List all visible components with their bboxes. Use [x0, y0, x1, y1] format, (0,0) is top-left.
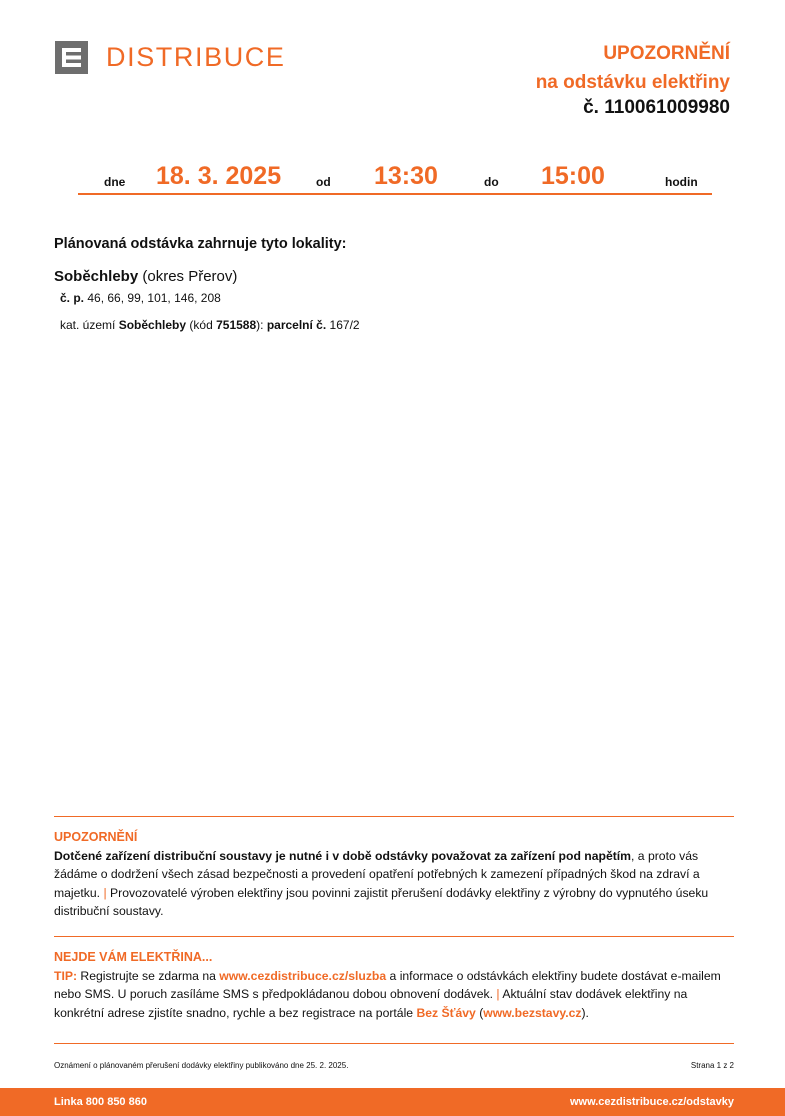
hotline[interactable]: Linka 800 850 860 — [54, 1096, 147, 1108]
hodin-label: hodin — [665, 175, 698, 189]
cadastral-prefix: kat. území — [60, 318, 116, 332]
warning-bold-text: Dotčené zařízení distribuční soustavy je nutné i v době odstávky považovat za zařízení pod napětím — [54, 848, 632, 863]
tip-label: TIP: — [54, 968, 78, 983]
cadastral-code: 751588 — [216, 318, 257, 332]
cadastral-info — [60, 317, 734, 333]
notice-header — [536, 39, 730, 119]
do-label: do — [484, 175, 499, 189]
house-numbers — [60, 290, 734, 306]
outage-schedule — [78, 160, 712, 195]
registration-link[interactable]: www.cezdistribuce.cz/sluzba — [219, 968, 387, 983]
parcel-label: parcelní č. — [266, 318, 327, 332]
notice-number: č. 110061009980 — [583, 97, 730, 118]
tip-separator: | — [496, 987, 500, 1001]
notice-title: UPOZORNĚNÍ — [603, 43, 730, 64]
tip-section — [54, 948, 738, 1022]
cez-logo-mark-icon — [55, 41, 88, 74]
warning-text-2: Provozovatelé výroben elektřiny jsou povinni zajistit přerušení dodávky elektřiny z výrobny do vypnutého úseku distribuční soustavy. — [54, 885, 709, 918]
divider — [54, 936, 734, 937]
locations-section — [54, 236, 734, 344]
municipality: Soběchleby — [54, 268, 139, 285]
cp-values: 46, 66, 99, 101, 146, 208 — [87, 291, 221, 305]
divider — [54, 1043, 734, 1044]
warning-section — [54, 828, 738, 921]
warning-text-1: , a proto vás žádáme o dodržení všech zásad bezpečnosti a provedení opatření potřebných k zamezení případných škod na zdraví a majetku. — [54, 848, 700, 900]
cadastral-code-open: (kód — [189, 318, 213, 332]
tip-text — [54, 967, 738, 1023]
district: (okres Přerov) — [142, 268, 238, 285]
tip-text-2: a informace o odstávkách elektřiny budete dostávat e-mailem nebo SMS. U poruch zasíláme SMS s předpokládanou dobou obnovení dodávek. — [54, 968, 721, 1001]
portal-name: Bez Šťávy — [416, 1005, 476, 1020]
od-label: od — [316, 175, 331, 189]
tip-text-1: Registrujte se zdarma na — [80, 968, 216, 983]
outage-date: 18. 3. 2025 — [156, 162, 282, 190]
cp-label: č. p. — [60, 291, 85, 305]
notice-subtitle: na odstávku elektřiny — [535, 72, 730, 93]
bezstavy-link[interactable]: www.bezstavy.cz — [483, 1005, 582, 1020]
page-number: Strana 1 z 2 — [690, 1061, 734, 1070]
brand-name: DISTRIBUCE — [106, 42, 286, 72]
parcel-values: 167/2 — [329, 318, 360, 332]
publication-note: Oznámení o plánovaném přerušení dodávky elektřiny publikováno dne 25. 2. 2025. — [54, 1061, 349, 1070]
tip-heading: NEJDE VÁM ELEKTŘINA... — [54, 950, 213, 964]
location-name — [54, 268, 734, 285]
divider — [54, 816, 734, 817]
dne-label: dne — [104, 175, 126, 189]
tip-text-3: Aktuální stav dodávek elektřiny na konkrétní adrese zjistíte snadno, rychle a bez registrace na portále — [54, 987, 688, 1020]
warning-separator: | — [103, 885, 107, 900]
footer-bar — [0, 1088, 785, 1116]
locations-title: Plánovaná odstávka zahrnuje tyto lokality: — [54, 236, 347, 252]
company-logo — [55, 41, 286, 74]
warning-text — [54, 847, 738, 921]
time-to: 15:00 — [541, 162, 605, 190]
outage-website-link[interactable]: www.cezdistribuce.cz/odstavky — [569, 1096, 734, 1108]
warning-heading: UPOZORNĚNÍ — [54, 830, 138, 844]
paren-close: ). — [581, 1005, 589, 1020]
cadastral-name: Soběchleby — [118, 318, 187, 332]
cadastral-code-close: ): — [256, 318, 264, 332]
paren-open: ( — [479, 1005, 484, 1020]
time-from: 13:30 — [374, 162, 438, 190]
